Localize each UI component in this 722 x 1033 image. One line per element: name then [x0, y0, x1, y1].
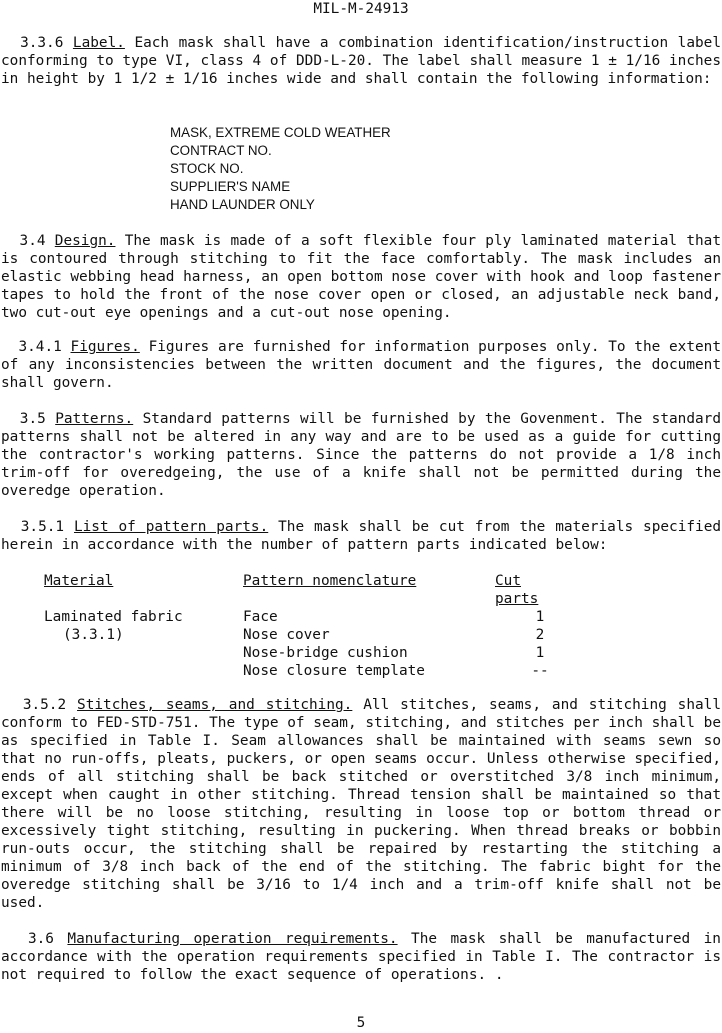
table-row — [44, 662, 604, 680]
section-title: Patterns. — [55, 411, 134, 427]
pattern-part: Nose cover — [243, 627, 330, 643]
document-header: MIL-M-24913 — [313, 1, 409, 17]
section-title: Figures. — [70, 339, 140, 355]
cut-count: 2 — [535, 627, 545, 643]
section-3-5-2 — [1, 696, 721, 912]
section-text: The mask shall be cut from the materials specified herein in accordance with the number of pattern parts indicated below: — [1, 519, 722, 553]
section-title: Stitches, seams, and stitching. — [77, 697, 353, 713]
list-item: SUPPLIER'S NAME — [170, 179, 291, 194]
section-number: 3.3.6 — [20, 35, 64, 51]
section-3-4 — [1, 232, 721, 322]
table-header-row — [44, 572, 604, 607]
list-item: STOCK NO. — [170, 161, 244, 176]
section-3-6 — [1, 930, 721, 984]
pattern-part: Nose closure template — [243, 663, 425, 679]
section-3-5-1 — [1, 518, 721, 554]
column-header-cut-parts: Cut parts — [495, 573, 539, 607]
label-info-list — [170, 124, 530, 214]
cut-count: 1 — [535, 609, 545, 625]
section-number: 3.5 — [19, 411, 46, 427]
section-number: 3.4.1 — [18, 339, 62, 355]
cut-count: -- — [531, 663, 549, 679]
page-number: 5 — [356, 1015, 366, 1031]
section-text: Standard patterns will be furnished by the Govenment. The standard patterns shall not be altered in any way and are to be used as a guide for cutting the contractor's working patterns. Since the patterns do not provide a 1/8 inch trim-off for overedgeing, the use of a knife shall not be permitted during the overedge operation. — [1, 411, 721, 499]
section-text: Figures are furnished for information purposes only. To the extent of any inconsistencies between the written document and the figures, the document shall govern. — [1, 339, 721, 391]
column-header-material: Material — [44, 573, 114, 589]
section-text: All stitches, seams, and stitching shall conform to FED-STD-751. The type of seam, stitching, and stitches per inch shall be as specified in Table I. Seam allowances shall be maintained with seams sewn so that no run-offs, pleats, puckers, or open seams occur. Unless otherwise specified, ends of all stitching shall be back stitched or overstitched 3/8 inch minimum, except when caught in other stitching. Thread tension shall be maintained so that there will be no loose stitching, resulting in loose top or bottom thread or excessively tight stitching, resulting in puckering. When thread breaks or bobbin run-outs occur, the stitching shall be repaired by restarting the stitching a minimum of 3/8 inch back of the end of the stitching. The fabric bight for the overedge stitching shall be 3/16 to 1/4 inch and a trim-off knife shall not be used. — [1, 697, 721, 911]
pattern-part: Face — [243, 609, 278, 625]
pattern-parts-table — [44, 572, 604, 680]
section-title: Manufacturing operation requirements. — [67, 931, 398, 947]
section-title: List of pattern parts. — [73, 519, 269, 535]
section-text: The mask shall be manufactured in accordance with the operation requirements specified in Table I. The contractor is not required to follow the exact sequence of operations. . — [1, 931, 721, 983]
section-title: Label. — [72, 35, 125, 51]
section-text: The mask is made of a soft flexible four ply laminated material that is contoured through stitching to fit the face comfortably. The mask includes an elastic webbing head harness, an open bottom nose cover with hook and loop fastener tapes to hold the front of the nose cover open or closed, an adjustable neck band, two cut-out eye openings and a cut-out nose opening. — [1, 233, 722, 321]
cut-count: 1 — [535, 645, 545, 661]
material-reference: (3.3.1) — [63, 627, 124, 643]
section-number: 3.5.1 — [20, 519, 65, 535]
section-text: Each mask shall have a combination identification/instruction label conforming to type VI, class 4 of DDD-L-20. The label shall measure 1 ± 1/16 inches in height by 1 1/2 ± 1/16 inches wide and shall contain the following information: — [1, 35, 721, 87]
table-row — [44, 644, 604, 662]
column-header-nomenclature: Pattern nomenclature — [243, 573, 417, 589]
table-row — [44, 608, 604, 626]
list-item: CONTRACT NO. — [170, 143, 272, 158]
table-spacer-row — [44, 590, 604, 608]
section-3-4-1 — [1, 338, 721, 392]
list-item: MASK, EXTREME COLD WEATHER — [170, 125, 391, 140]
section-3-3-6 — [1, 34, 721, 88]
pattern-part: Nose-bridge cushion — [243, 645, 408, 661]
section-3-5 — [1, 410, 721, 500]
section-number: 3.6 — [27, 931, 54, 947]
list-item: HAND LAUNDER ONLY — [170, 197, 315, 212]
section-number: 3.4 — [19, 233, 46, 249]
section-number: 3.5.2 — [22, 697, 67, 713]
material-name: Laminated fabric — [44, 609, 183, 625]
section-title: Design. — [54, 233, 116, 249]
table-row — [44, 626, 604, 644]
